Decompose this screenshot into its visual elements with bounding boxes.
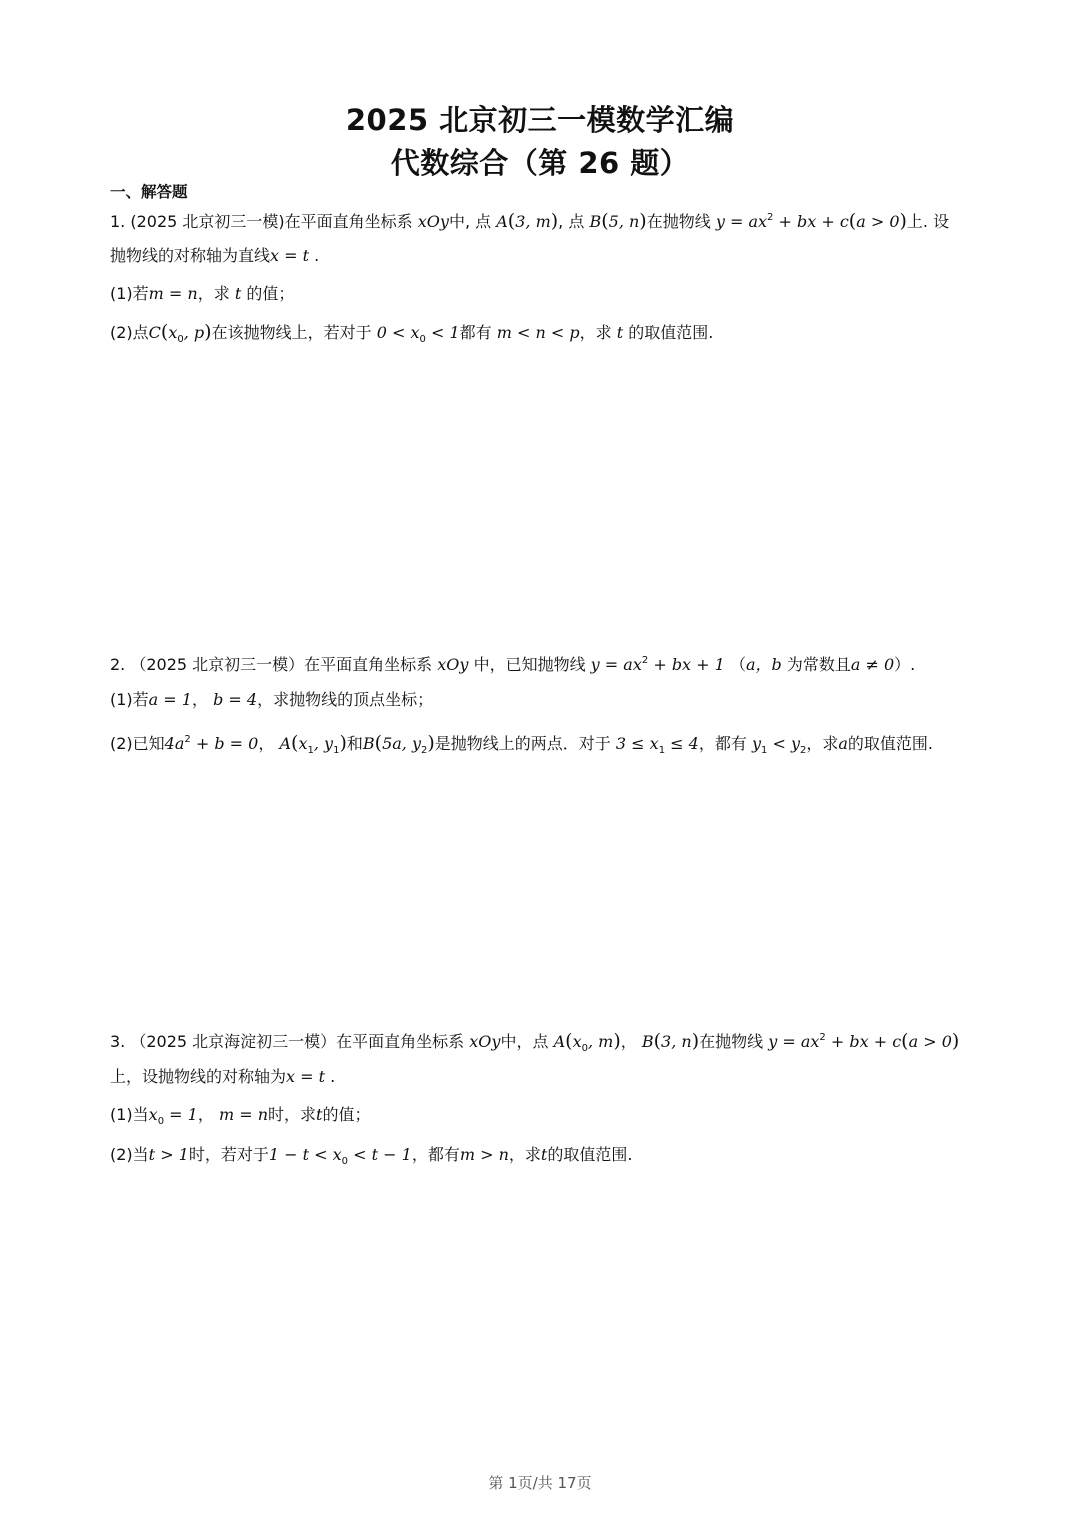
problem-3-part-1: (1)当$x_0 = 1$， m = n时，求t的值； [110, 1105, 371, 1127]
problem-1-part-2: (2)点$C(x_0$, p)在该抛物线上，若对于 $0 < x_0 < 1$都有 m < n < p，求 t 的取值范围. [110, 321, 714, 345]
problem-1-stem-line1: 1. (2025 北京初三一模)在平面直角坐标系 xOy中, 点 A(3, m), 点 B(5, n)在抛物线 $y = ax^2$ + bx + c(a > 0)上. 设 [110, 210, 950, 232]
problem-2-stem: 2. （2025 北京初三一模）在平面直角坐标系 xOy 中，已知抛物线 $y = ax^2$ + bx + 1 （a，b 为常数且a ≠ 0）. [110, 655, 916, 674]
problem-2-part-2: (2)已知$4a^2 + b = 0$， $A(x_1$, $y_1$)和B(5a, $y_2$)是抛物线上的两点．对于 $3 \le x_1 \le 4$，都有 $y_1 < y_2$，求a的取值范围. [110, 732, 934, 756]
section-heading: 一、解答题 [110, 183, 188, 201]
problem-1-stem-line2: 抛物线的对称轴为直线x = t . [110, 246, 320, 265]
problem-1-part-1: (1)若m = n，求 t 的值； [110, 284, 295, 303]
page-title: 2025 北京初三一模数学汇编 [345, 103, 735, 137]
problem-3-stem-line1: 3. （2025 北京海淀初三一模）在平面直角坐标系 xOy中，点 $A(x_0$, m)， B(3, n)在抛物线 $y = ax^2$ + bx + c(a > 0) [110, 1030, 960, 1054]
page-footer: 第 1页/共 17页 [488, 1474, 592, 1492]
page-subtitle: 代数综合（第 26 题） [390, 146, 690, 180]
problem-3-part-2: (2)当t > 1时，若对于$1 - t < x_0 < t - 1$，都有m > n，求t的取值范围. [110, 1145, 633, 1167]
problem-3-stem-line2: 上，设抛物线的对称轴为x = t . [110, 1067, 336, 1086]
problem-2-part-1: (1)若a = 1， b = 4，求抛物线的顶点坐标； [110, 690, 434, 709]
